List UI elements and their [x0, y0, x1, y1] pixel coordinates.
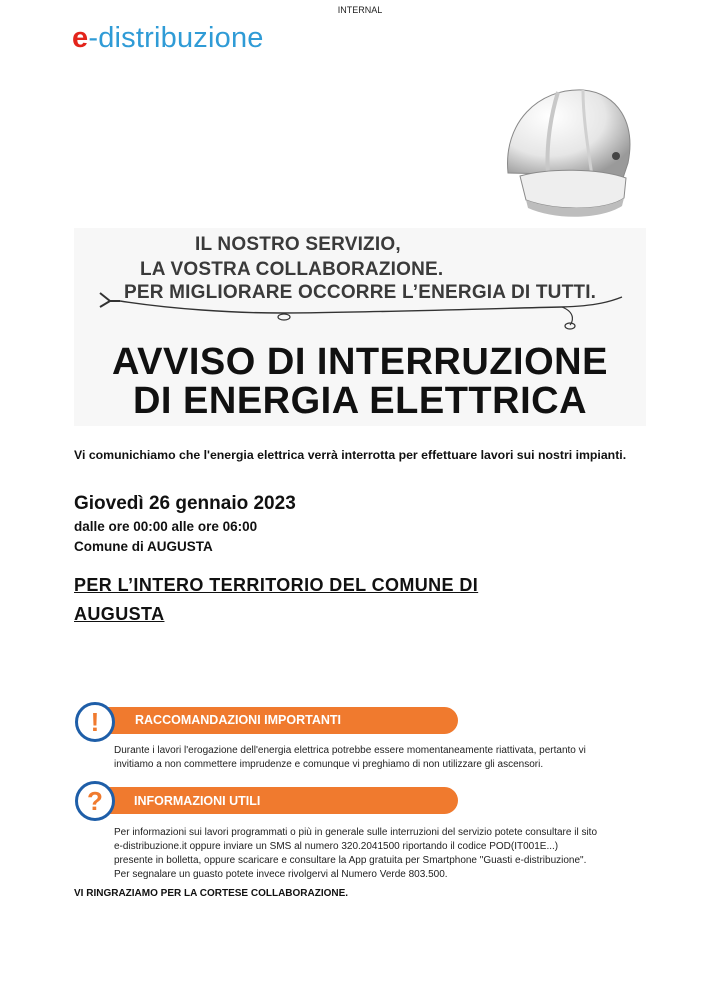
- info-text: [114, 826, 659, 882]
- closing-thanks: VI RINGRAZIAMO PER LA CORTESE COLLABORAZIONE.: [74, 888, 349, 899]
- outage-hours: dalle ore 00:00 alle ore 06:00: [74, 519, 258, 534]
- slogan-line-2: LA VOSTRA COLLABORAZIONE.: [140, 259, 444, 280]
- exclamation-icon: !: [75, 702, 115, 742]
- question-mark-icon: ?: [75, 781, 115, 821]
- info-line-3: presente in bolletta, oppure scaricare e consultare la App gratuita per Smartphone "Guasti e-distribuzione".: [114, 855, 587, 866]
- recommendations-heading: RACCOMANDAZIONI IMPORTANTI: [135, 713, 341, 727]
- info-line-2: e-distribuzione.it oppure inviare un SMS al numero 320.2041500 riportando il codice POD(IT001E...): [114, 841, 559, 852]
- territory-line-2: AUGUSTA: [74, 604, 165, 624]
- logo-wordmark: -distribuzione: [88, 22, 264, 54]
- territory-line-1: PER L’INTERO TERRITORIO DEL COMUNE DI: [74, 575, 479, 595]
- recommendations-line-1: Durante i lavori l'erogazione dell'energia elettrica potrebbe essere momentaneamente riattivata, pertanto vi: [114, 745, 586, 756]
- info-heading: INFORMAZIONI UTILI: [134, 794, 261, 808]
- recommendations-line-2: invitiamo a non commettere imprudenze e comunque vi preghiamo di non utilizzare gli ascensori.: [114, 759, 544, 770]
- e-distribuzione-logo: [72, 22, 264, 55]
- classification-label: INTERNAL: [337, 5, 383, 15]
- slogan-line-3: PER MIGLIORARE OCCORRE L’ENERGIA DI TUTTI.: [124, 282, 597, 303]
- outage-date: Giovedì 26 gennaio 2023: [74, 493, 296, 514]
- logo-e-letter: e: [72, 22, 89, 54]
- outage-comune: Comune di AUGUSTA: [74, 539, 213, 554]
- notice-title: [74, 343, 646, 421]
- recommendations-text: [114, 744, 654, 772]
- title-line-1: AVVISO DI INTERRUZIONE: [112, 341, 608, 383]
- info-line-1: Per informazioni sui lavori programmati o più in generale sulle interruzioni del servizio potete consultare il sito: [114, 827, 598, 838]
- intro-text: Vi comunichiamo che l'energia elettrica verrà interrotta per effettuare lavori sui nostri impianti.: [74, 448, 627, 462]
- plug-cable-icon: [92, 283, 632, 333]
- outage-territory: [74, 571, 614, 629]
- title-line-2: DI ENERGIA ELETTRICA: [132, 380, 588, 422]
- slogan-line-1: IL NOSTRO SERVIZIO,: [195, 234, 401, 255]
- info-line-4: Per segnalare un guasto potete invece rivolgervi al Numero Verde 803.500.: [114, 869, 448, 880]
- safety-helmet-icon: [488, 78, 638, 223]
